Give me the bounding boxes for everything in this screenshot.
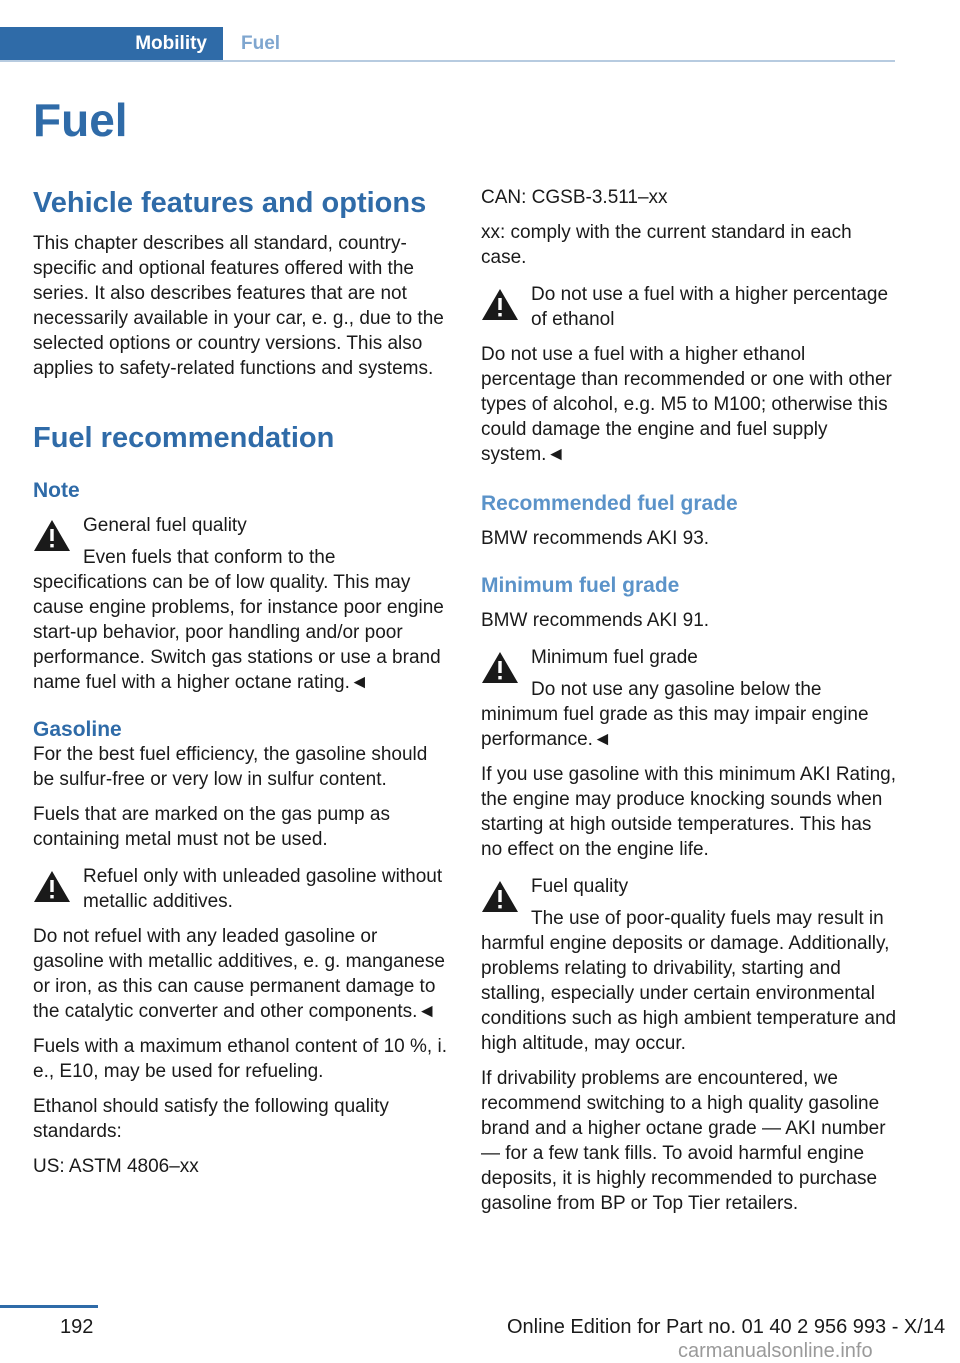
warning-title: Do not use a fuel with a higher percentage of ethanol: [531, 284, 889, 330]
paragraph-no-leaded: Do not refuel with any leaded gasoline or gasoline with metallic additives, e. g. manganese or iron, as this can cause permanent damage to the catalytic converter and other components.◄: [33, 926, 445, 1022]
heading-fuel-recommendation: Fuel recommendation: [33, 422, 335, 454]
warning-text: Do not use any gasoline below the minimum fuel grade as this may impair engine performance.◄: [481, 679, 869, 750]
page-header: [0, 0, 960, 62]
warning-fuel-quality: [481, 874, 897, 1056]
warning-title: Refuel only with unleaded gasoline without metallic additives.: [83, 866, 443, 912]
warning-unleaded-only: [33, 864, 448, 914]
warning-text: Even fuels that conform to the specifications can be of low quality. This may cause engine problems, for instance poor engine start-up behavior, poor handling and/or poor performance. Switch gas stations or use a brand name fuel with a higher octane rating.◄: [33, 547, 444, 693]
left-column: [33, 185, 448, 1179]
paragraph-recommended-aki: BMW recommends AKI 93.: [481, 528, 710, 549]
paragraph-can-standard: CAN: CGSB-3.511–xx: [481, 187, 668, 208]
page-title: Fuel: [33, 94, 128, 146]
paragraph-drivability: If drivability problems are encountered, we recommend switching to a high quality gasoline brand and a higher octane grade — AKI number — for a few tank fills. To avoid harmful engine deposits, it is highly recommended to purchase gasoline from BP or Top Tier retailers.: [481, 1068, 886, 1214]
paragraph-gasoline-efficiency: For the best fuel efficiency, the gasoline should be sulfur-free or very low in sulfur content.: [33, 744, 428, 790]
header-divider: [0, 60, 895, 62]
warning-ethanol-percentage: [481, 282, 897, 332]
paragraph-ethanol-standards: Ethanol should satisfy the following quality standards:: [33, 1096, 389, 1142]
paragraph-xx-note: xx: comply with the current standard in each case.: [481, 222, 852, 268]
warning-title: Minimum fuel grade: [531, 647, 698, 668]
warning-title: General fuel quality: [83, 515, 247, 536]
paragraph-knocking-sounds: If you use gasoline with this minimum AKI Rating, the engine may produce knocking sounds when starting at high outside temperatures. This has no effect on the engine life.: [481, 764, 897, 860]
paragraph-ethanol-maximum: Fuels with a maximum ethanol content of 10 %, i. e., E10, may be used for refueling.: [33, 1036, 447, 1082]
edition-note: Online Edition for Part no. 01 40 2 956 993 - X/14: [507, 1316, 946, 1338]
warning-minimum-fuel-grade: [481, 645, 897, 752]
warning-triangle-icon: [481, 651, 519, 684]
paragraph-vehicle-features: This chapter describes all standard, country-specific and optional features offered with the series. It also describes features that are not necessarily available in your car, e. g., due to the selected options or country versions. This also applies to safety-related functions and systems.: [33, 233, 444, 379]
heading-gasoline: Gasoline: [33, 718, 122, 741]
breadcrumb-chapter-tab: Fuel: [241, 33, 281, 54]
warning-triangle-icon: [481, 880, 519, 913]
paragraph-minimum-aki: BMW recommends AKI 91.: [481, 610, 710, 631]
heading-vehicle-features: Vehicle features and options: [33, 187, 427, 219]
warning-general-fuel-quality: [33, 513, 448, 695]
heading-note: Note: [33, 479, 80, 502]
heading-minimum-fuel-grade: Minimum fuel grade: [481, 574, 680, 597]
paragraph-us-standard: US: ASTM 4806–xx: [33, 1156, 199, 1177]
warning-triangle-icon: [481, 288, 519, 321]
warning-text: The use of poor-quality fuels may result in harmful engine deposits or damage. Additionally, problems relating to drivability, starting and stalling, especially under certain environmental conditions such as high ambient temperature and high altitude, may occur.: [481, 908, 897, 1054]
warning-triangle-icon: [33, 519, 71, 552]
warning-title: Fuel quality: [531, 876, 629, 897]
paragraph-ethanol-damage: Do not use a fuel with a higher ethanol percentage than recommended or one with other types of alcohol, e.g. M5 to M100; otherwise this could damage the engine and fuel supply system.◄: [481, 344, 892, 465]
warning-triangle-icon: [33, 870, 71, 903]
page-number: 192: [60, 1316, 94, 1338]
paragraph-gasoline-metal: Fuels that are marked on the gas pump as containing metal must not be used.: [33, 804, 390, 850]
footer-divider: [0, 1305, 98, 1308]
right-column: [481, 185, 897, 1216]
breadcrumb-section-tab: Mobility: [0, 27, 223, 61]
heading-recommended-fuel-grade: Recommended fuel grade: [481, 492, 738, 515]
watermark: carmanualsonline.info: [678, 1340, 873, 1362]
